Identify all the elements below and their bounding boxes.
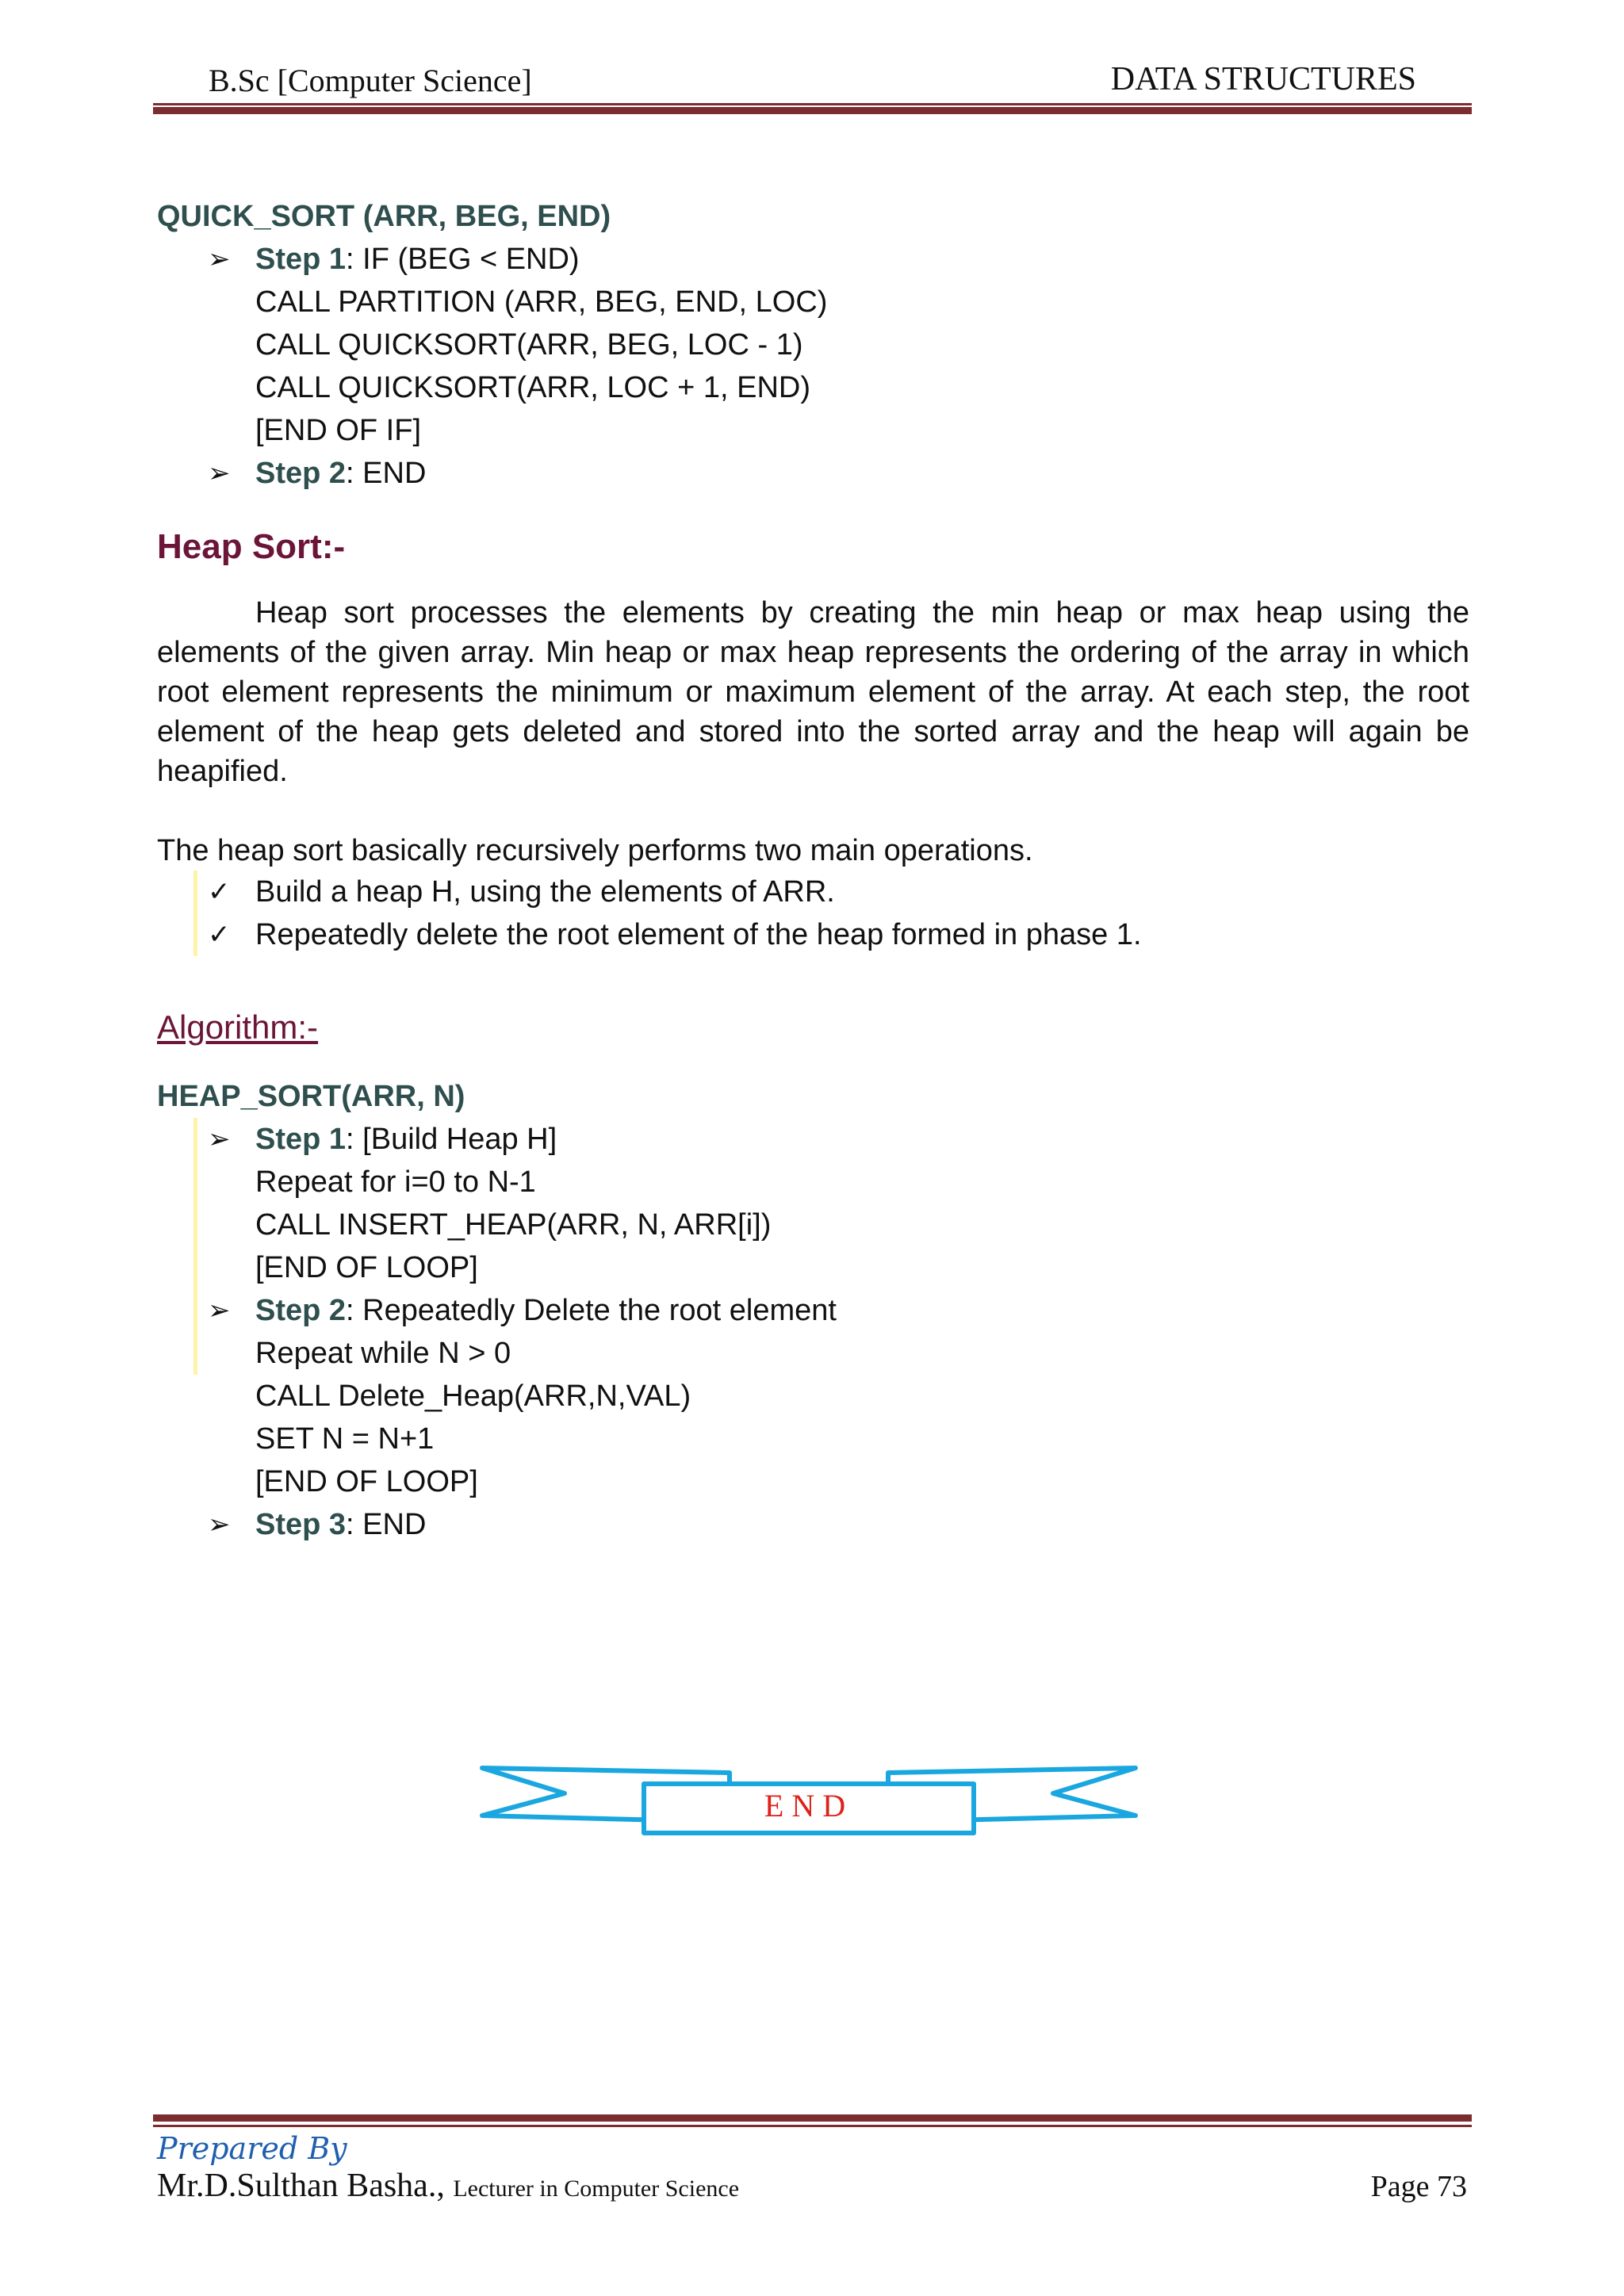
page-number: Page 73 xyxy=(1370,2170,1467,2203)
author-line xyxy=(157,2167,739,2205)
heapsort-step-2 xyxy=(197,1289,1469,1332)
step-line: CALL QUICKSORT(ARR, BEG, LOC - 1) xyxy=(255,328,803,362)
step-label: Step 2 xyxy=(255,1294,347,1327)
quicksort-steps xyxy=(157,238,1469,495)
prepared-by-label: Prepared By xyxy=(157,2131,347,2166)
arrowhead-bullet-icon: ➢ xyxy=(208,244,231,274)
quicksort-title: QUICK_SORT (ARR, BEG, END) xyxy=(157,200,611,233)
step-line: [END OF LOOP] xyxy=(255,1465,478,1498)
footer-rule-thick xyxy=(153,2114,1472,2122)
header-subject: DATA STRUCTURES xyxy=(1110,61,1416,98)
heapsort-step-1 xyxy=(197,1118,1469,1161)
arrowhead-bullet-icon: ➢ xyxy=(208,1510,231,1540)
page-content xyxy=(157,195,1469,1546)
step-text: : END xyxy=(346,457,427,490)
header-rule-thin xyxy=(153,103,1472,105)
step-label: Step 2 xyxy=(255,457,347,490)
heap-sort-heading: Heap Sort:- xyxy=(157,527,346,566)
step-line: CALL QUICKSORT(ARR, LOC + 1, END) xyxy=(255,371,810,404)
operation-text: Repeatedly delete the root element of the heap formed in phase 1. xyxy=(255,918,1142,951)
step-text: : IF (BEG < END) xyxy=(346,243,580,276)
step-line: CALL PARTITION (ARR, BEG, END, LOC) xyxy=(255,285,828,319)
step-line: Repeat while N > 0 xyxy=(255,1337,511,1370)
step-line: [END OF IF] xyxy=(255,414,421,447)
heapsort-title: HEAP_SORT(ARR, N) xyxy=(157,1080,465,1113)
step-line: CALL Delete_Heap(ARR,N,VAL) xyxy=(255,1380,691,1413)
arrowhead-bullet-icon: ➢ xyxy=(208,1124,231,1154)
heapsort-steps xyxy=(193,1118,1469,1375)
arrowhead-bullet-icon: ➢ xyxy=(208,1295,231,1326)
heapsort-steps-continued xyxy=(157,1375,1469,1546)
operation-item xyxy=(197,871,1469,913)
checkmark-icon: ✓ xyxy=(208,877,231,907)
heapsort-step-3 xyxy=(157,1503,1469,1546)
operation-item xyxy=(197,913,1469,956)
step-line: CALL INSERT_HEAP(ARR, N, ARR[i]) xyxy=(255,1208,772,1242)
algorithm-heading: Algorithm:- xyxy=(157,1008,319,1046)
header-rule-thick xyxy=(153,107,1472,114)
author-role: Lecturer in Computer Science xyxy=(453,2175,740,2202)
end-banner xyxy=(476,1760,1142,1855)
quicksort-step-2 xyxy=(157,452,1469,495)
operations-intro: The heap sort basically recursively performs two main operations. xyxy=(157,834,1033,867)
checkmark-icon: ✓ xyxy=(208,920,231,950)
author-name: Mr.D.Sulthan Basha., xyxy=(157,2168,445,2204)
operations-list xyxy=(193,871,1469,956)
footer-rule-thin xyxy=(153,2125,1472,2127)
end-banner-text: END xyxy=(764,1788,854,1823)
step-text: : Repeatedly Delete the root element xyxy=(346,1294,837,1327)
step-label: Step 1 xyxy=(255,1123,347,1156)
step-line: SET N = N+1 xyxy=(255,1422,435,1456)
step-label: Step 1 xyxy=(255,243,347,276)
arrowhead-bullet-icon: ➢ xyxy=(208,458,231,488)
step-label: Step 3 xyxy=(255,1508,347,1541)
heap-sort-paragraph: Heap sort processes the elements by creating the min heap or max heap using the elements of the given array. Min heap or max heap represents the ordering of the array in which root element represents the minimum or maximum element of the array. At each step, the root element of the heap gets deleted and stored into the sorted array and the heap will again be heapified. xyxy=(157,596,1469,788)
step-line: [END OF LOOP] xyxy=(255,1251,478,1284)
step-line: Repeat for i=0 to N-1 xyxy=(255,1165,536,1199)
header-course: B.Sc [Computer Science] xyxy=(209,63,532,98)
operation-text: Build a heap H, using the elements of ARR. xyxy=(255,875,835,909)
step-text: : [Build Heap H] xyxy=(346,1123,557,1156)
quicksort-step-1 xyxy=(157,238,1469,281)
step-text: : END xyxy=(346,1508,427,1541)
